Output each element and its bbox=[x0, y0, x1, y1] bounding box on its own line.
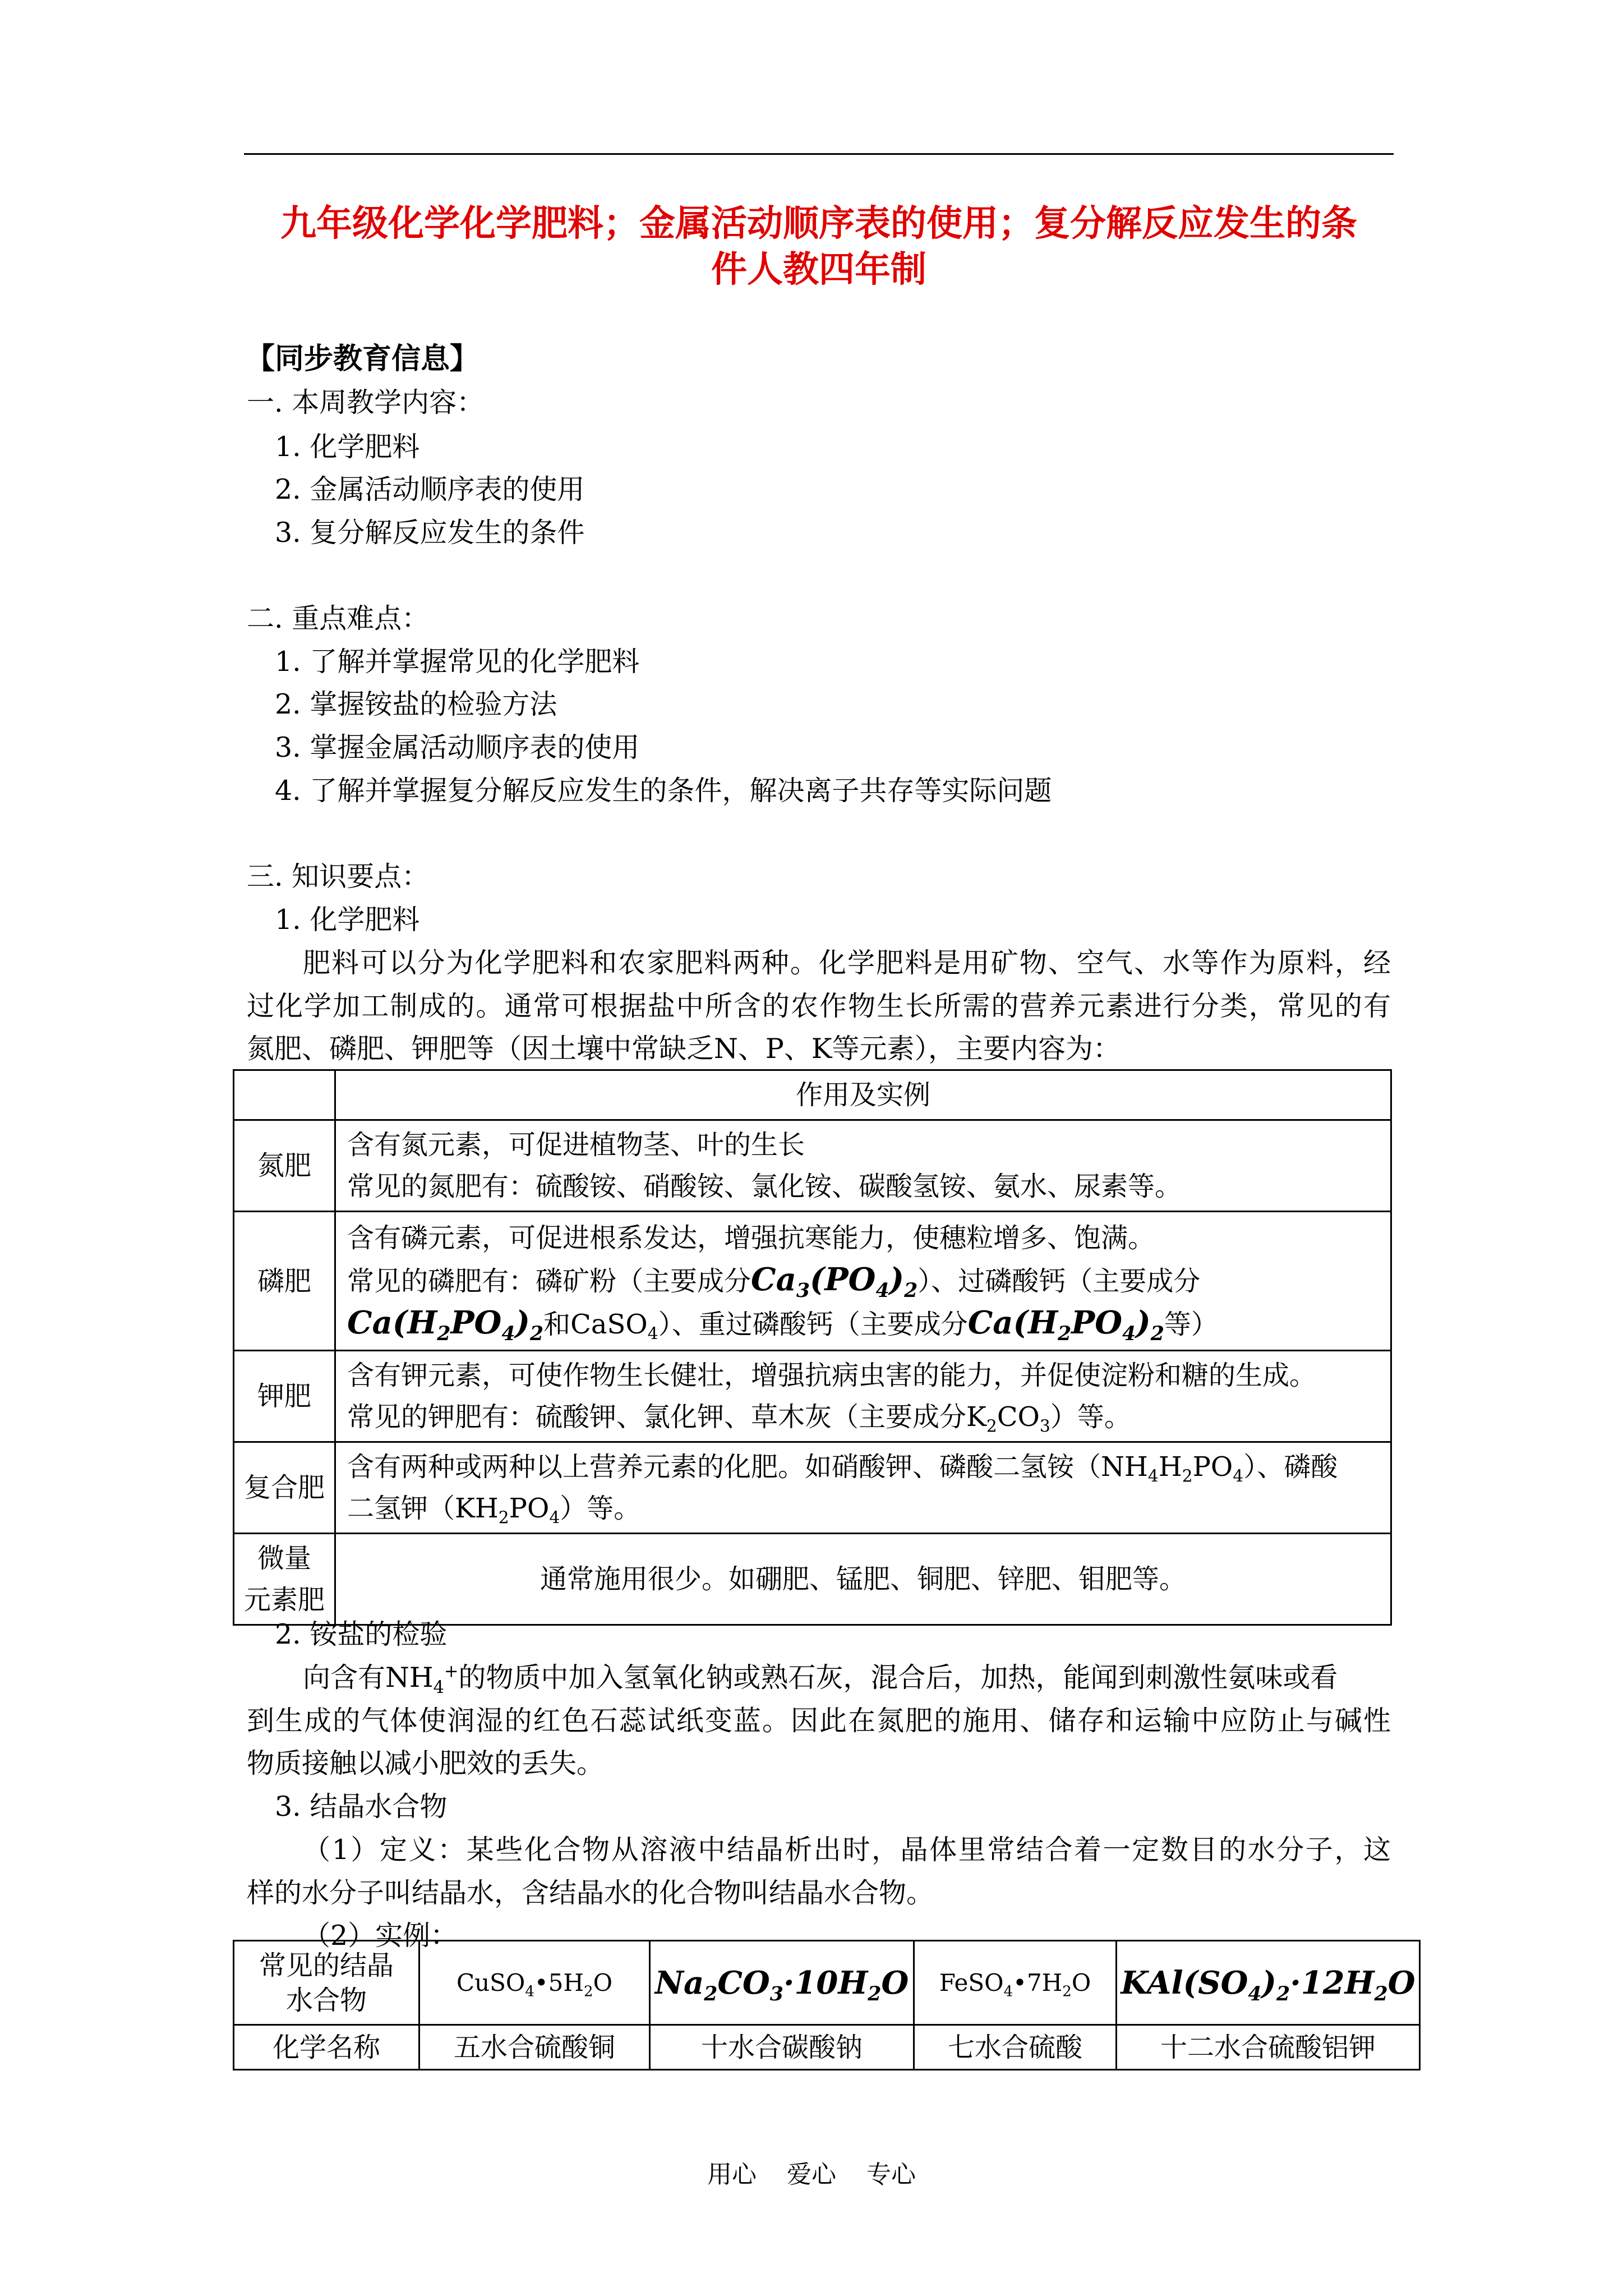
fertilizer-label: 氮肥 bbox=[234, 1120, 335, 1212]
cell-text: 二氢钾（KH bbox=[347, 1493, 499, 1524]
label-line: 水合物 bbox=[285, 1984, 367, 2016]
paragraph-line: 样的水分子叫结晶水，含结晶水的化合物叫结晶水合物。 bbox=[247, 1877, 934, 1909]
fertilizer-label bbox=[234, 1534, 335, 1625]
cell-line: 常见的氮肥有：硫酸铵、硝酸铵、氯化铵、碳酸氢铵、氨水、尿素等。 bbox=[347, 1171, 1182, 1202]
cell-subscript: 4 bbox=[1147, 1466, 1159, 1487]
cell-text: ）等。 bbox=[1050, 1401, 1131, 1433]
table-row bbox=[234, 1212, 1391, 1351]
formula-cuso4-5h2o: $CuSO_4•5H_2O$ bbox=[419, 1941, 650, 2025]
cell-text: PO bbox=[1192, 1451, 1233, 1483]
text-subscript: 4 bbox=[433, 1677, 444, 1697]
part1-heading: 一. 本周教学内容： bbox=[247, 386, 485, 418]
cell-line bbox=[347, 1488, 1379, 1529]
document-title-line1: 九年级化学化学肥料；金属活动顺序表的使用；复分解反应发生的条 bbox=[280, 203, 1357, 245]
formula-na2co3-10h2o: $Na_2CO_3\cdot 10H_2O$ bbox=[650, 1941, 914, 2025]
table-row bbox=[234, 2025, 1420, 2070]
fertilizer-label: 复合肥 bbox=[234, 1442, 335, 1534]
cell-line bbox=[347, 1302, 1379, 1345]
table-row bbox=[234, 1534, 1391, 1625]
table-row bbox=[234, 1351, 1391, 1442]
formula-cah2po42: $Ca(H_2PO_4)_2$ bbox=[967, 1304, 1164, 1345]
formula-feso4-7h2o: $FeSO_4•7H_2O$ bbox=[914, 1941, 1117, 2025]
fertilizer-label: 钾肥 bbox=[234, 1351, 335, 1442]
cell-text: PO bbox=[509, 1493, 550, 1524]
table-cell bbox=[335, 1212, 1391, 1351]
cell-text: H bbox=[1158, 1451, 1182, 1483]
part2-item: 3. 掌握金属活动顺序表的使用 bbox=[275, 731, 640, 763]
formula-kalso42-12h2o: $KAl(SO_4)_2\cdot 12H_2O$ bbox=[1117, 1941, 1420, 2025]
fertilizer-label: 磷肥 bbox=[234, 1212, 335, 1351]
part2-item: 1. 了解并掌握常见的化学肥料 bbox=[275, 646, 640, 678]
part3-sub1: 1. 化学肥料 bbox=[275, 904, 420, 936]
cell-subscript: 3 bbox=[1039, 1416, 1050, 1437]
cell-text: ）、重过磷酸钙（主要成分 bbox=[658, 1308, 968, 1340]
part1-item: 1. 化学肥料 bbox=[275, 431, 420, 463]
text-span: 的物质中加入氢氧化钠或熟石灰，混合后，加热，能闻到刺激性氨味或看 bbox=[458, 1662, 1338, 1694]
label-line: 常见的结晶 bbox=[259, 1949, 394, 1981]
example-label: （2）实例： bbox=[303, 1920, 458, 1952]
part1-item: 2. 金属活动顺序表的使用 bbox=[275, 473, 585, 505]
text-span: 向含有NH bbox=[303, 1662, 434, 1694]
fertilizer-table bbox=[233, 1069, 1392, 1626]
cell-text: CO bbox=[997, 1401, 1040, 1433]
cell-line bbox=[347, 1446, 1379, 1488]
paragraph-line: 氮肥、磷肥、钾肥等（因土壤中常缺乏N、P、K等元素），主要内容为： bbox=[247, 1033, 1121, 1065]
table-cell bbox=[234, 1070, 335, 1120]
cell-subscript: 4 bbox=[549, 1508, 560, 1528]
cell-line bbox=[347, 1396, 1379, 1438]
cell-subscript: 4 bbox=[647, 1324, 658, 1344]
label-line: 微量 bbox=[257, 1543, 311, 1574]
table-cell bbox=[335, 1120, 1391, 1212]
cell-line bbox=[347, 1259, 1379, 1302]
cell-line: 含有钾元素，可使作物生长健壮，增强抗病虫害的能力，并促使淀粉和糖的生成。 bbox=[347, 1360, 1317, 1391]
cell-text: 常见的钾肥有：硫酸钾、氯化钾、草木灰（主要成分K bbox=[347, 1401, 986, 1433]
part3-heading: 三. 知识要点： bbox=[247, 861, 430, 892]
table-cell: 十水合碳酸钠 bbox=[650, 2025, 914, 2070]
part2-item: 4. 了解并掌握复分解反应发生的条件，解决离子共存等实际问题 bbox=[275, 775, 1052, 807]
table-cell: 通常施用很少。如硼肥、锰肥、铜肥、锌肥、钼肥等。 bbox=[335, 1534, 1391, 1625]
page-footer: 用心 爱心 专心 bbox=[707, 2160, 916, 2189]
header-rule bbox=[244, 153, 1394, 155]
part2-heading: 二. 重点难点： bbox=[247, 602, 430, 634]
paragraph-line: 过化学加工制成的。通常可根据盐中所含的农作物生长所需的营养元素进行分类，常见的有 bbox=[247, 990, 1391, 1022]
cell-text: 等） bbox=[1164, 1308, 1218, 1340]
cell-text: ）、磷酸 bbox=[1243, 1451, 1338, 1483]
cell-text: ）、过磷酸钙（主要成分 bbox=[917, 1265, 1201, 1297]
cell-text: 常见的磷肥有：磷矿粉（主要成分 bbox=[347, 1265, 751, 1297]
cell-subscript: 4 bbox=[1233, 1466, 1244, 1487]
cell-text: 含有两种或两种以上营养元素的化肥。如硝酸钾、磷酸二氢铵（NH bbox=[347, 1451, 1148, 1483]
table-label-cell: 化学名称 bbox=[234, 2025, 419, 2070]
cell-subscript: 2 bbox=[986, 1416, 997, 1437]
cell-subscript: 2 bbox=[498, 1508, 509, 1528]
label-line: 元素肥 bbox=[243, 1584, 325, 1616]
paragraph-line bbox=[303, 1661, 1338, 1695]
paragraph-line: 肥料可以分为化学肥料和农家肥料两种。化学肥料是用矿物、空气、水等作为原料，经 bbox=[303, 947, 1391, 979]
cell-text: ）等。 bbox=[560, 1493, 641, 1524]
part2-item: 2. 掌握铵盐的检验方法 bbox=[275, 688, 557, 720]
formula-ca3po42: $Ca_3(PO_4)_2$ bbox=[751, 1260, 918, 1302]
text-superscript: + bbox=[444, 1662, 459, 1682]
table-row bbox=[234, 1941, 1420, 2025]
formula-cah2po42: $Ca(H_2PO_4)_2$ bbox=[347, 1304, 544, 1345]
table-row bbox=[234, 1070, 1391, 1120]
paragraph-line: 物质接触以减小肥效的丢失。 bbox=[247, 1747, 605, 1779]
table-row bbox=[234, 1120, 1391, 1212]
cell-line: 含有氮元素，可促进植物茎、叶的生长 bbox=[347, 1129, 805, 1161]
hydrate-table bbox=[233, 1940, 1421, 2070]
table-cell: 十二水合硫酸铝钾 bbox=[1117, 2025, 1420, 2070]
table-label-cell bbox=[234, 1941, 419, 2025]
part3-sub2: 2. 铵盐的检验 bbox=[275, 1618, 448, 1650]
table-cell bbox=[335, 1442, 1391, 1534]
cell-line: 含有磷元素，可促进根系发达，增强抗寒能力，使穗粒增多、饱满。 bbox=[347, 1222, 1155, 1254]
paragraph-line: 到生成的气体使润湿的红色石蕊试纸变蓝。因此在氮肥的施用、储存和运输中应防止与碱性 bbox=[247, 1705, 1391, 1737]
table-row bbox=[234, 1442, 1391, 1534]
table-header-cell: 作用及实例 bbox=[335, 1070, 1391, 1120]
paragraph-line: （1）定义：某些化合物从溶液中结晶析出时，晶体里常结合着一定数目的水分子，这 bbox=[303, 1834, 1391, 1866]
table-cell bbox=[335, 1351, 1391, 1442]
table-cell: 七水合硫酸 bbox=[914, 2025, 1117, 2070]
cell-text: 和CaSO bbox=[543, 1308, 648, 1340]
table-cell: 五水合硫酸铜 bbox=[419, 2025, 650, 2070]
part1-item: 3. 复分解反应发生的条件 bbox=[275, 517, 585, 549]
cell-subscript: 2 bbox=[1182, 1466, 1193, 1487]
document-title-line2: 件人教四年制 bbox=[711, 249, 926, 291]
section-header: 【同步教育信息】 bbox=[246, 342, 479, 376]
part3-sub3: 3. 结晶水合物 bbox=[275, 1791, 448, 1823]
